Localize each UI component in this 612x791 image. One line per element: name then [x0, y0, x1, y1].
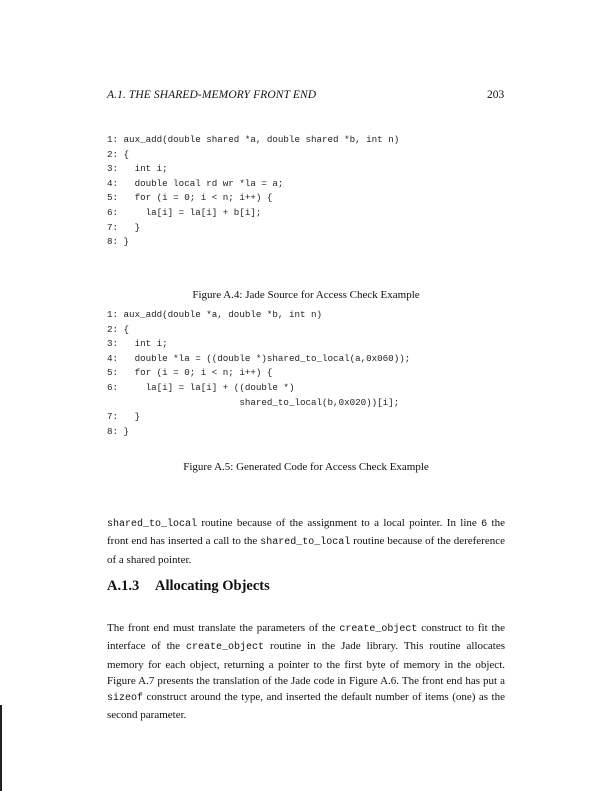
code-term: create_object	[186, 642, 265, 654]
section-heading	[107, 578, 270, 595]
code-term: shared_to_local	[107, 519, 198, 530]
text: construct to fit the interface of the	[107, 622, 505, 653]
body-paragraph	[107, 620, 505, 724]
text: construct around the type, and inserted the default number of items (one) as the second parameter.	[107, 691, 505, 722]
running-header: A.1. THE SHARED-MEMORY FRONT END	[107, 89, 317, 101]
text: routine because of the assignment to a local pointer. In line	[197, 517, 482, 529]
section-title: Allocating Objects	[155, 578, 270, 594]
text: The front end must translate the parameters of the	[107, 622, 340, 634]
code-listing-a4: 1: aux_add(double shared *a, double shared *b, int n) 2: { 3: int i; 4: double local rd wr *la = a; 5: for (i = 0; i < n; i++) { 6: la[i] = la[i] + b[i]; 7: } 8: }	[107, 134, 400, 248]
page-number: 203	[487, 89, 505, 101]
text: routine because of the dereference of a shared pointer.	[107, 535, 505, 566]
code-term: shared_to_local	[260, 537, 351, 549]
body-paragraph	[107, 515, 505, 568]
scan-edge-line	[0, 705, 2, 791]
code-listing-a5: 1: aux_add(double *a, double *b, int n) 2: { 3: int i; 4: double *la = ((double *)shared_to_local(a,0x060)); 5: for (i = 0; i < n; i++) { 6: la[i] = la[i] + ((double *) shared_to_local(b,0x020))[i]; 7: } 8: }	[107, 309, 411, 437]
figure-caption-a5: Figure A.5: Generated Code for Access Check Example	[183, 461, 429, 473]
code-term: create_object	[339, 624, 418, 635]
text: routine in the Jade library. This routine allocates memory for each object, returning a pointer to the first byte of memory in the object. Figure A.7 presents the translation of the Jade code in Figure A.6. The front end has put a	[107, 640, 505, 687]
section-number: A.1.3	[107, 578, 140, 594]
code-term: 6	[481, 519, 488, 530]
code-term: sizeof	[107, 693, 144, 705]
figure-caption-a4: Figure A.4: Jade Source for Access Check Example	[192, 289, 420, 301]
text: the front end has inserted a call to the	[107, 517, 505, 548]
